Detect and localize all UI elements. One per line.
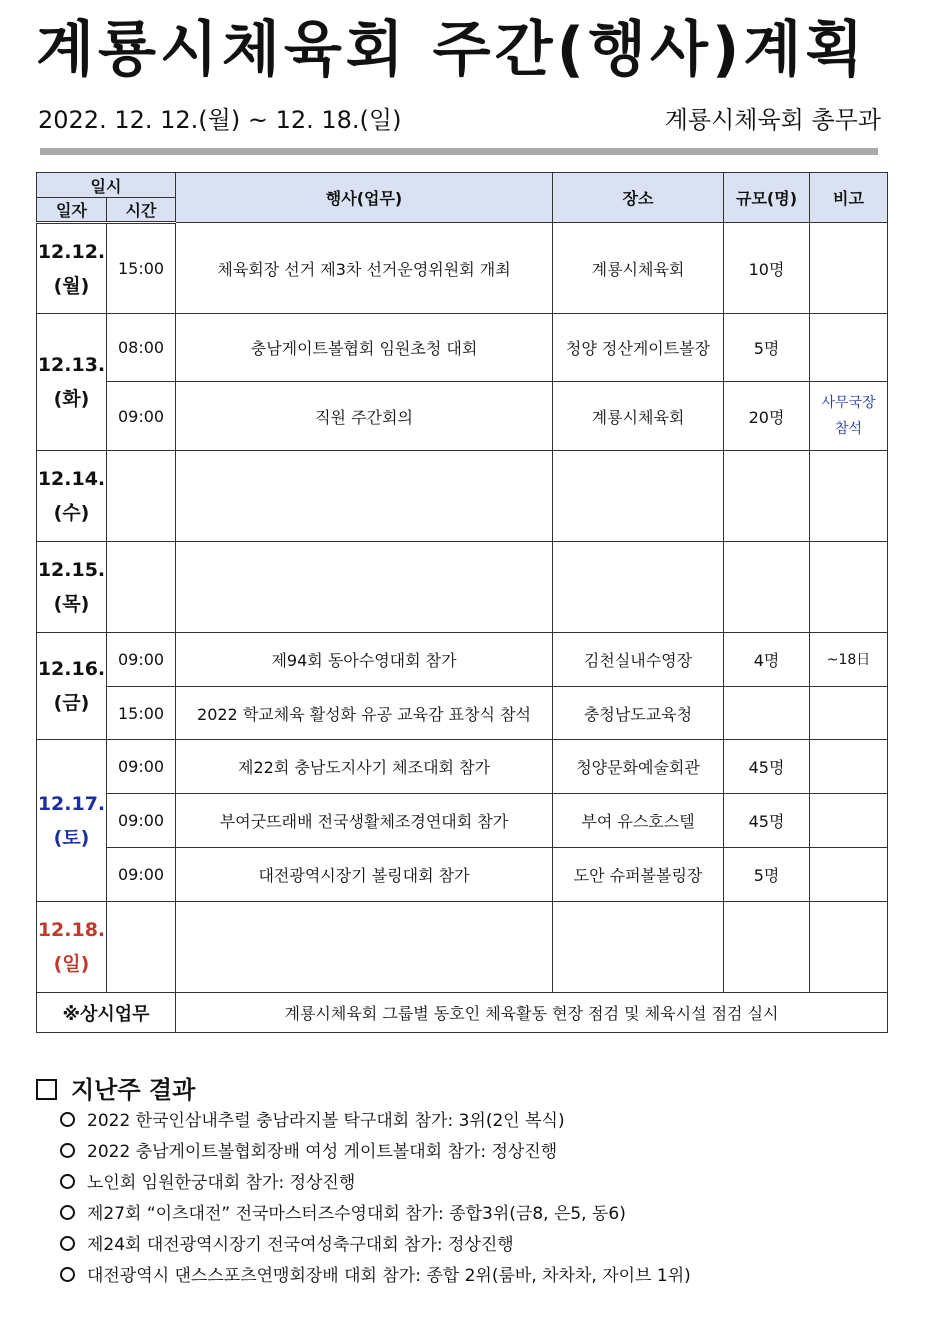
table-row [37,382,888,451]
place-cell [553,542,724,633]
note-cell [810,687,888,740]
header-event: 행사(업무) [176,173,553,223]
place-cell: 계룡시체육회 [553,223,724,314]
time-cell: 09:00 [107,633,176,687]
scale-cell: 45명 [724,740,810,794]
list-item-text: 제27회 “이츠대전” 전국마스터즈수영대회 참가: 종합3위(금8, 은5, 동6) [87,1204,626,1224]
circle-bullet-icon [60,1236,75,1251]
event-cell [176,902,553,993]
title-divider [40,148,878,155]
event-cell: 충남게이트볼협회 임원초청 대회 [176,314,553,382]
header-datetime: 일시 [37,173,176,198]
list-item-text: 대전광역시 댄스스포츠연맹회장배 대회 참가: 종합 2위(룸바, 차차차, 자이브 1위) [87,1266,691,1286]
day-date: 12.16. [37,658,106,680]
checkbox-square-icon [36,1079,57,1100]
scale-cell: 45명 [724,794,810,848]
place-cell: 김천실내수영장 [553,633,724,687]
scale-cell: 5명 [724,848,810,902]
table-row [37,542,888,633]
note-line: 참석 [834,421,863,437]
note-cell [810,314,888,382]
note-cell [810,542,888,633]
list-item [60,1261,691,1292]
place-cell: 부여 유스호스텔 [553,794,724,848]
event-cell [176,542,553,633]
scale-cell [724,902,810,993]
time-cell: 15:00 [107,687,176,740]
daily-duty-text: 계룡시체육회 그룹별 동호인 체육활동 현장 점검 및 체육시설 점검 실시 [176,993,888,1033]
scale-cell: 20명 [724,382,810,451]
day-weekday: (일) [53,953,90,975]
daily-duty-row [37,993,888,1033]
results-list [60,1106,691,1292]
note-cell [810,902,888,993]
scale-cell [724,542,810,633]
circle-bullet-icon [60,1205,75,1220]
time-cell: 09:00 [107,848,176,902]
day-date: 12.13. [37,354,106,376]
time-cell [107,902,176,993]
results-section-title [36,1070,195,1105]
day-cell [37,902,107,993]
list-item [60,1168,691,1199]
table-row [37,848,888,902]
note-cell [810,223,888,314]
day-cell [37,740,107,902]
list-item-text: 노인회 임원한궁대회 참가: 정상진행 [87,1173,356,1193]
day-weekday: (금) [53,692,90,714]
date-range: 2022. 12. 12.(월) ~ 12. 18.(일) [38,106,402,134]
note-cell [810,740,888,794]
note-cell [810,848,888,902]
day-cell [37,451,107,542]
time-cell: 08:00 [107,314,176,382]
event-cell: 부여굿뜨래배 전국생활체조경연대회 참가 [176,794,553,848]
header-place: 장소 [553,173,724,223]
table-row [37,740,888,794]
list-item [60,1230,691,1261]
department-label: 계룡시체육회 총무과 [664,106,881,134]
schedule-table [36,172,888,1033]
table-row [37,451,888,542]
circle-bullet-icon [60,1267,75,1282]
note-cell [810,451,888,542]
day-weekday: (화) [53,388,90,410]
daily-duty-label: ※상시업무 [37,993,176,1033]
time-cell: 09:00 [107,740,176,794]
event-cell: 대전광역시장기 볼링대회 참가 [176,848,553,902]
header-scale: 규모(명) [724,173,810,223]
circle-bullet-icon [60,1174,75,1189]
day-date: 12.15. [37,559,106,581]
day-cell [37,633,107,740]
event-cell: 2022 학교체육 활성화 유공 교육감 표창식 참석 [176,687,553,740]
place-cell: 청양 정산게이트볼장 [553,314,724,382]
day-cell [37,542,107,633]
place-cell: 충청남도교육청 [553,687,724,740]
list-item-text: 제24회 대전광역시장기 전국여성축구대회 참가: 정상진행 [87,1235,514,1255]
list-item-text: 2022 충남게이트볼협회장배 여성 게이트볼대회 참가: 정상진행 [87,1142,558,1162]
note-cell [810,794,888,848]
circle-bullet-icon [60,1143,75,1158]
day-date: 12.14. [37,468,106,490]
day-date: 12.12. [37,240,106,263]
results-title-text: 지난주 결과 [71,1076,196,1104]
time-cell [107,542,176,633]
table-header-row [37,173,888,198]
time-cell: 15:00 [107,223,176,314]
day-weekday: (수) [53,502,90,524]
place-cell [553,451,724,542]
day-date: 12.18. [37,919,106,941]
scale-cell: 5명 [724,314,810,382]
list-item-text: 2022 한국인삼내추럴 충남라지볼 탁구대회 참가: 3위(2인 복식) [87,1111,565,1131]
day-cell [37,314,107,451]
time-cell: 09:00 [107,794,176,848]
time-cell: 09:00 [107,382,176,451]
scale-cell [724,451,810,542]
note-cell: ~18日 [810,633,888,687]
table-row [37,223,888,314]
table-row [37,902,888,993]
list-item [60,1199,691,1230]
list-item [60,1137,691,1168]
scale-cell: 10명 [724,223,810,314]
note-cell [810,382,888,451]
page-title: 계룡시체육회 주간(행사)계획 [36,15,868,85]
note-line: 사무국장 [821,395,876,411]
place-cell: 청양문화예술회관 [553,740,724,794]
place-cell: 계룡시체육회 [553,382,724,451]
place-cell [553,902,724,993]
header-note: 비고 [810,173,888,223]
event-cell: 체육회장 선거 제3차 선거운영위원회 개최 [176,223,553,314]
day-weekday: (목) [53,593,90,615]
header-time: 시간 [107,198,176,223]
scale-cell: 4명 [724,633,810,687]
table-row [37,687,888,740]
place-cell: 도안 슈퍼볼볼링장 [553,848,724,902]
table-row [37,633,888,687]
time-cell [107,451,176,542]
day-cell [37,223,107,314]
table-row [37,314,888,382]
event-cell [176,451,553,542]
event-cell: 직원 주간회의 [176,382,553,451]
table-row [37,794,888,848]
event-cell: 제94회 동아수영대회 참가 [176,633,553,687]
day-weekday: (월) [53,274,90,297]
day-weekday: (토) [53,826,90,849]
header-date: 일자 [37,198,107,223]
circle-bullet-icon [60,1112,75,1127]
list-item [60,1106,691,1137]
event-cell: 제22회 충남도지사기 체조대회 참가 [176,740,553,794]
day-date: 12.17. [37,792,106,815]
scale-cell [724,687,810,740]
